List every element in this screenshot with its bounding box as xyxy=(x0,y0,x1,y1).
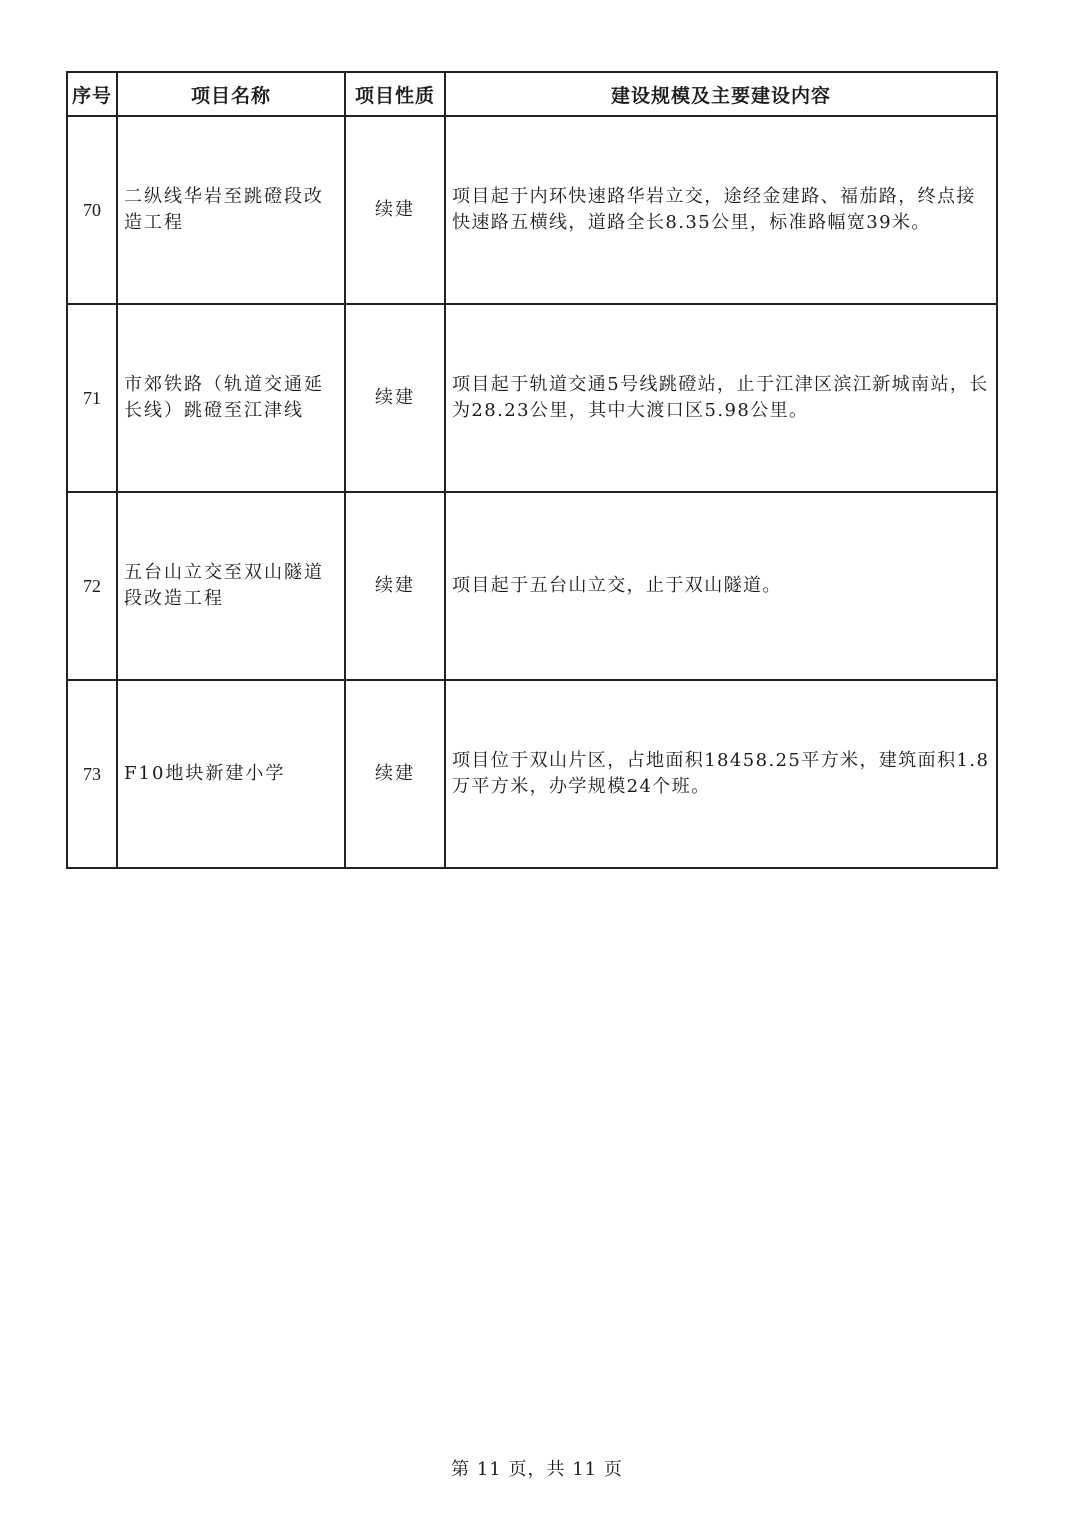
row-name: 五台山立交至双山隧道段改造工程 xyxy=(117,492,345,680)
header-type: 项目性质 xyxy=(345,72,445,116)
row-name: 市郊铁路（轨道交通延长线）跳磴至江津线 xyxy=(117,304,345,492)
row-content: 项目位于双山片区，占地面积18458.25平方米，建筑面积1.8万平方米，办学规模24个班。 xyxy=(445,680,997,868)
table-row xyxy=(67,492,997,680)
footer-middle: 页，共 xyxy=(508,1459,566,1480)
row-seq: 72 xyxy=(67,492,117,680)
table-row xyxy=(67,116,997,304)
row-type: 续建 xyxy=(345,492,445,680)
row-type: 续建 xyxy=(345,116,445,304)
row-content: 项目起于五台山立交，止于双山隧道。 xyxy=(445,492,997,680)
table-row xyxy=(67,680,997,868)
row-content: 项目起于轨道交通5号线跳磴站，止于江津区滨江新城南站，长为28.23公里，其中大渡口区5.98公里。 xyxy=(445,304,997,492)
row-type: 续建 xyxy=(345,680,445,868)
header-seq: 序号 xyxy=(67,72,117,116)
footer-total-pages: 11 xyxy=(572,1459,598,1480)
page-footer xyxy=(0,1455,1074,1481)
header-content: 建设规模及主要建设内容 xyxy=(445,72,997,116)
row-content: 项目起于内环快速路华岩立交，途经金建路、福茄路，终点接快速路五横线，道路全长8.35公里，标准路幅宽39米。 xyxy=(445,116,997,304)
footer-current-page: 11 xyxy=(476,1459,502,1480)
row-seq: 73 xyxy=(67,680,117,868)
row-seq: 71 xyxy=(67,304,117,492)
table-header-row xyxy=(67,72,997,116)
row-seq: 70 xyxy=(67,116,117,304)
row-name: F10地块新建小学 xyxy=(117,680,345,868)
footer-suffix: 页 xyxy=(603,1459,623,1480)
row-type: 续建 xyxy=(345,304,445,492)
table-row xyxy=(67,304,997,492)
project-table xyxy=(66,71,998,869)
footer-prefix: 第 xyxy=(451,1459,471,1480)
row-name: 二纵线华岩至跳磴段改造工程 xyxy=(117,116,345,304)
header-name: 项目名称 xyxy=(117,72,345,116)
